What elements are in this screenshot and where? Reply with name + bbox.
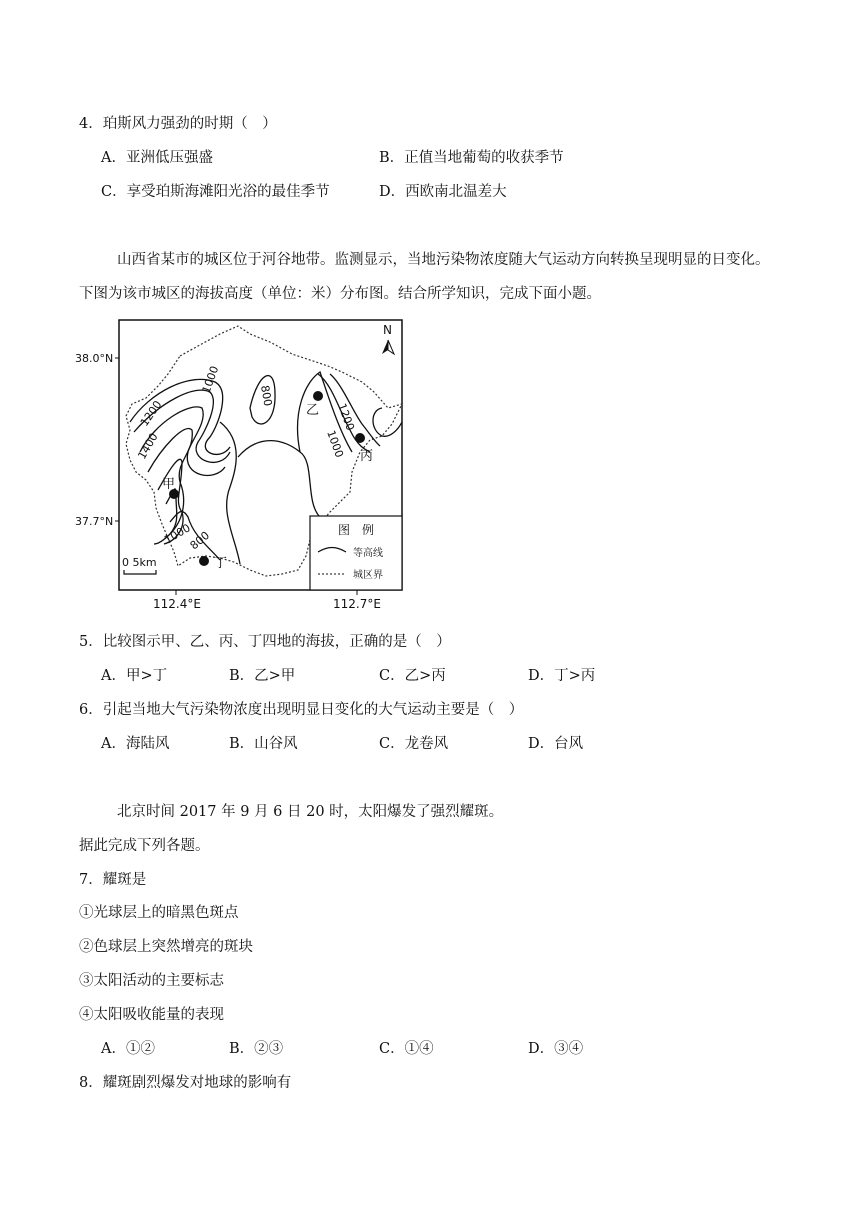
q4-option-c: C．享受珀斯海滩阳光浴的最佳季节	[101, 184, 330, 200]
passage2-line2: 下图为该市城区的海拔高度（单位：米）分布图。结合所学知识，完成下面小题。	[79, 286, 601, 302]
q7-item-1: ①光球层上的暗黑色斑点	[79, 905, 239, 921]
q4-option-d: D．西欧南北温差大	[379, 184, 507, 200]
contour-line	[373, 408, 402, 436]
elevation-map	[70, 312, 410, 612]
lon-label-right: 112.7°E	[333, 597, 381, 611]
q6-option-b: B．山谷风	[229, 736, 298, 752]
contour-label: 1000	[199, 364, 222, 396]
q6-option-c: C．龙卷风	[379, 736, 449, 752]
q6-option-a: A．海陆风	[101, 736, 170, 752]
legend-title: 图 例	[338, 523, 375, 537]
q7-option-c: C．①④	[379, 1041, 434, 1057]
contour-label: 1000	[162, 521, 193, 547]
point-ding-marker	[199, 556, 209, 566]
point-yi-label: 乙	[306, 403, 320, 418]
point-bing-label: 丙	[360, 449, 374, 464]
q8-stem: 8．耀斑剧烈爆发对地球的影响有	[79, 1075, 292, 1091]
passage2-line1: 山西省某市的城区位于河谷地带。监测显示，当地污染物浓度随大气运动方向转换呈现明显的日变化。	[117, 252, 770, 268]
q5-option-c: C．乙>丙	[379, 668, 446, 684]
q7-option-a: A．①②	[101, 1041, 155, 1057]
q7-item-3: ③太阳活动的主要标志	[79, 973, 224, 989]
contour-line	[238, 441, 320, 517]
q7-option-d: D．③④	[528, 1041, 584, 1057]
contour-line	[220, 422, 240, 564]
scale-bar	[124, 570, 156, 574]
point-ding-label: 丁	[214, 556, 228, 571]
q5-option-d: D．丁>丙	[528, 668, 596, 684]
point-yi-marker	[313, 391, 323, 401]
legend-contour-label: 等高线	[353, 548, 383, 559]
lon-label-left: 112.4°E	[153, 597, 201, 611]
contour-label: 800	[187, 528, 213, 553]
passage3-line2: 据此完成下列各题。	[79, 838, 210, 854]
q6-option-d: D．台风	[528, 736, 584, 752]
q5-stem: 5．比较图示甲、乙、丙、丁四地的海拔，正确的是（ ）	[79, 634, 451, 650]
contour-label: 1200	[335, 401, 357, 433]
scale-label: 0 5km	[122, 556, 157, 569]
q7-item-4: ④太阳吸收能量的表现	[79, 1007, 224, 1023]
q5-option-b: B．乙>甲	[229, 668, 296, 684]
passage3-line1: 北京时间 2017 年 9 月 6 日 20 时，太阳爆发了强烈耀斑。	[117, 804, 504, 820]
q4-option-a: A．亚洲低压强盛	[101, 150, 213, 166]
contour-label: 800	[258, 384, 275, 408]
point-jia-label: 甲	[162, 477, 176, 492]
q7-option-b: B．②③	[229, 1041, 284, 1057]
q5-option-a: A．甲>丁	[101, 668, 168, 684]
contour-label: 1000	[324, 428, 346, 460]
q7-item-2: ②色球层上突然增亮的斑块	[79, 939, 253, 955]
north-arrow-icon	[388, 340, 394, 354]
q7-stem: 7．耀斑是	[79, 872, 147, 888]
q6-stem: 6．引起当地大气污染物浓度出现明显日变化的大气运动主要是（ ）	[79, 702, 524, 718]
lat-label-bottom: 37.7°N	[75, 515, 114, 528]
point-bing-marker	[355, 433, 365, 443]
q4-option-b: B．正值当地葡萄的收获季节	[379, 150, 564, 166]
contour-label: 1200	[137, 398, 165, 429]
legend-border-label: 城区界	[353, 570, 383, 581]
north-label: N	[383, 323, 392, 337]
north-arrow-icon	[382, 340, 388, 354]
lat-label-top: 38.0°N	[75, 352, 114, 365]
q4-stem: 4．珀斯风力强劲的时期（ ）	[79, 116, 277, 132]
contour-label: 1400	[135, 430, 161, 462]
